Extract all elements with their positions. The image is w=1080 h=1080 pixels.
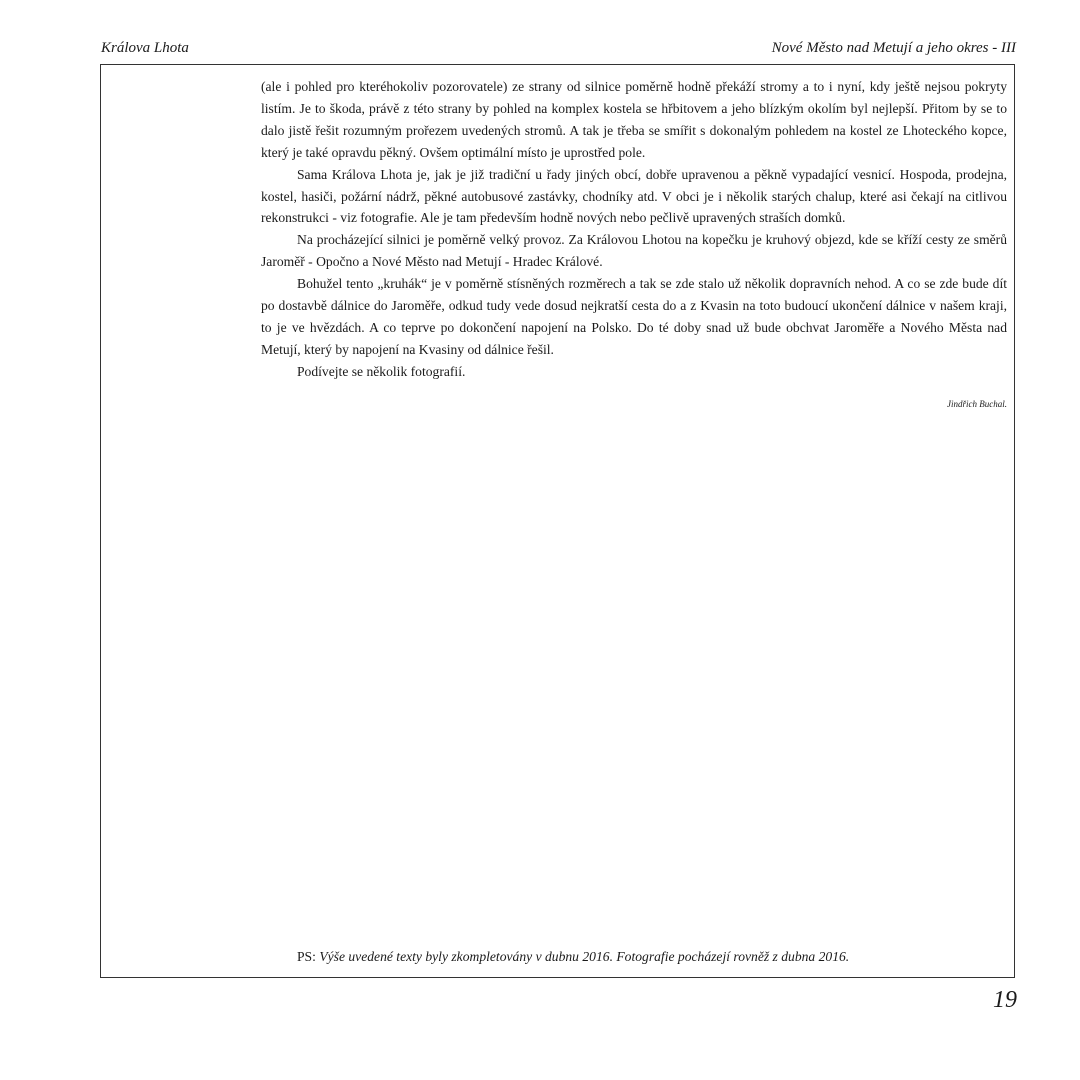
paragraph-2: Sama Králova Lhota je, jak je již tradiční u řady jiných obcí, dobře upravenou a pěkně vypadající vesnicí. Hospoda, prodejna, kostel, hasiči, požární nádrž, pěkné autobusové zastávky, chodníky atd. V obci je i několik starých chalup, které asi čekají na citlivou rekonstrukci - viz fotografie. Ale je tam především hodně nových nebo pečlivě upravených straších domků.: [261, 166, 1007, 226]
ps-label: PS:: [297, 949, 316, 964]
article-body: [261, 76, 1007, 383]
ps-note: [297, 948, 849, 966]
running-header-left: Králova Lhota: [101, 40, 189, 56]
paragraph-4: Bohužel tento „kruhák“ je v poměrně stísněných rozměrech a tak se zde stalo už několik dopravních nehod. A co se zde bude dít po dostavbě dálnice do Jaroměře, odkud tudy vede dosud nejkratší cesta do a z Kvasin na toto budoucí ukončení dálnice v našem kraji, to je ve hvězdách. A co teprve po dokončení napojení na Polsko. Do té doby snad už bude obchvat Jaroměře a Nového Města nad Metují, který by napojení na Kvasiny od dálnice řešil.: [261, 276, 1007, 357]
paragraph-3: Na procházející silnici je poměrně velký provoz. Za Královou Lhotou na kopečku je kruhový objezd, kde se kříží cesty ze směrů Jaroměř - Opočno a Nové Město nad Metují - Hradec Králové.: [261, 232, 1007, 270]
paragraph-5: Podívejte se několik fotografií.: [297, 363, 466, 379]
ps-text: Výše uvedené texty byly zkompletovány v dubnu 2016. Fotografie pocházejí rovněž z dubna 2016.: [319, 949, 850, 964]
page-number: 19: [993, 987, 1017, 1013]
running-header-right: Nové Město nad Metují a jeho okres - III: [771, 40, 1016, 56]
author-signature: Jindřich Buchal.: [947, 399, 1007, 409]
paragraph-1: (ale i pohled pro kteréhokoliv pozorovatele) ze strany od silnice poměrně hodně překáží stromy a to i nyní, kdy ještě nejsou pokryty listím. Je to škoda, právě z této strany by pohled na komplex kostela se hřbitovem a jeho blízkým okolím byl nejlepší. Přitom by se to dalo jistě řešit rozumným prořezem uvedených stromů. A tak je třeba se smířit s dokonalým pohledem na kostel ze Lhoteckého kopce, který je také opravdu pěkný. Ovšem optimální místo je uprostřed pole.: [261, 79, 1007, 160]
